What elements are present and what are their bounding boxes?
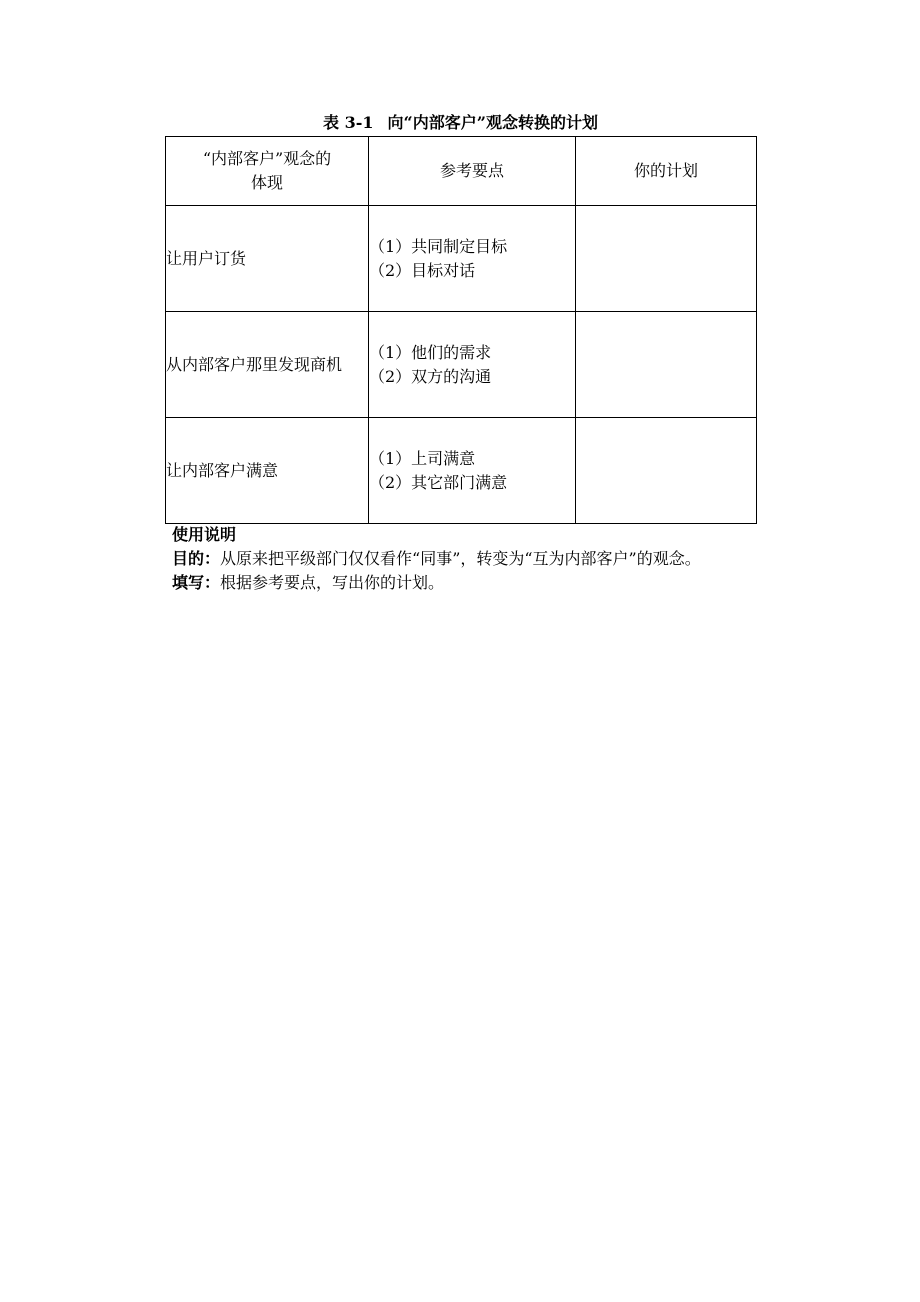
header-cell-points: 参考要点 bbox=[369, 137, 576, 206]
instructions-heading: 使用说明 bbox=[172, 525, 237, 544]
table-row bbox=[166, 206, 757, 312]
purpose-label: 目的： bbox=[172, 549, 221, 568]
row-item-cell: 让内部客户满意 bbox=[166, 418, 369, 524]
table-header-row bbox=[166, 137, 757, 206]
purpose-text: 从原来把平级部门仅仅看作“同事”，转变为“互为内部客户”的观念。 bbox=[220, 549, 701, 568]
header-cell-concept bbox=[166, 137, 369, 206]
purpose-paragraph bbox=[140, 547, 766, 571]
row-item-cell: 让用户订货 bbox=[166, 206, 369, 312]
fill-label: 填写： bbox=[172, 573, 221, 592]
header-concept-line2: 体现 bbox=[250, 173, 283, 192]
row-points-cell bbox=[369, 206, 576, 312]
row-item-cell: 从内部客户那里发现商机 bbox=[166, 312, 369, 418]
table-row bbox=[166, 418, 757, 524]
row-plan-cell[interactable] bbox=[576, 418, 757, 524]
table-title bbox=[165, 112, 756, 134]
point-item: （1）他们的需求 bbox=[369, 342, 492, 362]
header-concept-line1: “内部客户”观念的 bbox=[202, 149, 332, 168]
plan-table bbox=[165, 136, 757, 524]
table-number: 表 3-1 bbox=[323, 113, 374, 132]
row-plan-cell[interactable] bbox=[576, 312, 757, 418]
header-cell-plan: 你的计划 bbox=[576, 137, 757, 206]
table-row bbox=[166, 312, 757, 418]
fill-paragraph bbox=[140, 571, 766, 595]
point-item: （2）其它部门满意 bbox=[369, 472, 508, 492]
row-points-cell bbox=[369, 312, 576, 418]
row-plan-cell[interactable] bbox=[576, 206, 757, 312]
usage-instructions bbox=[140, 523, 766, 595]
row-points-cell bbox=[369, 418, 576, 524]
point-item: （1）共同制定目标 bbox=[369, 236, 508, 256]
point-item: （2）目标对话 bbox=[369, 260, 476, 280]
point-item: （1）上司满意 bbox=[369, 448, 476, 468]
table-caption: 向“内部客户”观念转换的计划 bbox=[387, 113, 598, 132]
fill-text: 根据参考要点，写出你的计划。 bbox=[220, 573, 445, 592]
point-item: （2）双方的沟通 bbox=[369, 366, 492, 386]
